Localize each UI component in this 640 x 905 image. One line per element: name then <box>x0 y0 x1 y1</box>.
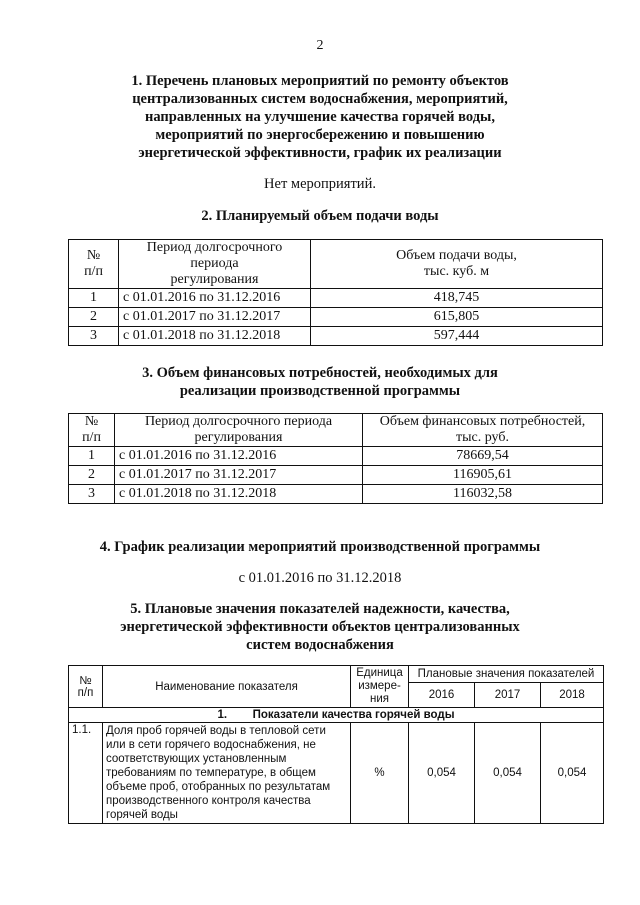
row-value-2018: 0,054 <box>541 723 604 824</box>
header-value <box>363 414 603 447</box>
row-num: 3 <box>69 327 119 346</box>
group-label <box>69 708 604 723</box>
row-period: с 01.01.2018 по 31.12.2018 <box>115 485 363 504</box>
row-value: 597,444 <box>311 327 603 346</box>
row-unit: % <box>351 723 409 824</box>
header-year: 2016 <box>409 683 475 708</box>
header-year: 2017 <box>475 683 541 708</box>
row-num: 2 <box>69 466 115 485</box>
header-unit-line: Единица <box>356 667 403 679</box>
table-row <box>69 289 603 308</box>
row-period: с 01.01.2017 по 31.12.2017 <box>115 466 363 485</box>
section1-title-line: 1. Перечень плановых мероприятий по ремонту объектов <box>131 73 509 89</box>
row-value-2016: 0,054 <box>409 723 475 824</box>
section1-title-line: направленных на улучшение качества горячей воды, <box>144 109 495 125</box>
row-num: 1 <box>69 447 115 466</box>
header-period-line: регулирования <box>194 430 283 445</box>
row-name-line: или в сети горячего водоснабжения, не <box>106 739 316 751</box>
header-num-line: № <box>79 674 92 687</box>
header-num-line: п/п <box>84 264 103 279</box>
header-num-line: № <box>84 414 99 429</box>
header-name: Наименование показателя <box>103 666 351 708</box>
section5-title-line: 5. Плановые значения показателей надежности, качества, <box>130 601 510 617</box>
header-value-line: тыс. куб. м <box>423 264 490 279</box>
table-header-row <box>69 414 603 447</box>
water-supply-table <box>68 239 603 346</box>
row-period: с 01.01.2016 по 31.12.2016 <box>115 447 363 466</box>
header-num-line: п/п <box>77 686 94 699</box>
table-header-row <box>69 240 603 289</box>
section4-text: с 01.01.2016 по 31.12.2018 <box>238 570 402 586</box>
table-row <box>69 308 603 327</box>
section1-title <box>0 72 640 162</box>
header-num <box>69 666 103 708</box>
indicators-table <box>68 665 604 824</box>
header-period-line: Период долгосрочного периода <box>146 240 283 271</box>
row-name-line: горячей воды <box>106 809 178 821</box>
header-unit-line: измере- <box>358 680 401 692</box>
header-unit-line: ния <box>369 693 389 705</box>
row-name-line: объеме проб, отобранных по результатам <box>106 781 331 793</box>
table-row <box>69 447 603 466</box>
header-num-line: № <box>86 248 101 263</box>
row-name-line: требованиям по температуре, в общем <box>106 767 316 779</box>
section1-text: Нет мероприятий. <box>264 176 376 192</box>
row-period: с 01.01.2017 по 31.12.2017 <box>119 308 311 327</box>
table-row <box>69 466 603 485</box>
group-row <box>69 708 604 723</box>
table-row <box>69 723 604 824</box>
header-value-line: тыс. руб. <box>456 430 509 445</box>
row-num: 3 <box>69 485 115 504</box>
table-row <box>69 327 603 346</box>
row-value: 615,805 <box>311 308 603 327</box>
table-row <box>69 485 603 504</box>
header-period-line: Период долгосрочного периода <box>144 414 333 429</box>
group-text: Показатели качества горячей воды <box>252 709 455 721</box>
row-value-2017: 0,054 <box>475 723 541 824</box>
row-name <box>103 723 351 824</box>
header-unit <box>351 666 409 708</box>
section5-title <box>0 600 640 654</box>
section5-title-line: систем водоснабжения <box>246 637 394 653</box>
row-value: 116905,61 <box>363 466 603 485</box>
row-name-line: соответствующих установленным <box>106 753 287 765</box>
section4-title: 4. График реализации мероприятий производственной программы <box>99 539 541 555</box>
header-period-line: регулирования <box>170 272 259 287</box>
header-value <box>311 240 603 289</box>
row-value: 116032,58 <box>363 485 603 504</box>
row-period: с 01.01.2016 по 31.12.2016 <box>119 289 311 308</box>
header-num <box>69 414 115 447</box>
row-num: 1 <box>69 289 119 308</box>
section2-title: 2. Планируемый объем подачи воды <box>201 208 439 224</box>
header-period <box>119 240 311 289</box>
section5-title-line: энергетической эффективности объектов централизованных <box>120 619 520 635</box>
row-name-line: производственного контроля качества <box>106 795 311 807</box>
row-value: 418,745 <box>311 289 603 308</box>
row-num: 2 <box>69 308 119 327</box>
header-year: 2018 <box>541 683 604 708</box>
row-value: 78669,54 <box>363 447 603 466</box>
row-period: с 01.01.2018 по 31.12.2018 <box>119 327 311 346</box>
section3-title <box>0 364 640 400</box>
header-planned: Плановые значения показателей <box>409 666 604 683</box>
section1-title-line: централизованных систем водоснабжения, мероприятий, <box>132 91 508 107</box>
header-value-line: Объем подачи воды, <box>396 248 517 263</box>
header-period <box>115 414 363 447</box>
group-num: 1. <box>217 709 228 721</box>
header-num-line: п/п <box>82 430 101 445</box>
section3-title-line: 3. Объем финансовых потребностей, необходимых для <box>142 365 498 381</box>
header-num <box>69 240 119 289</box>
section3-title-line: реализации производственной программы <box>179 383 461 399</box>
section1-title-line: мероприятий по энергосбережению и повышению <box>155 127 485 143</box>
table-header-row <box>69 666 604 683</box>
section1-title-line: энергетической эффективности, график их реализации <box>138 145 502 161</box>
page-number: 2 <box>316 38 324 53</box>
row-num: 1.1. <box>69 723 103 824</box>
row-name-line: Доля проб горячей воды в тепловой сети <box>106 725 326 737</box>
financial-needs-table <box>68 413 603 504</box>
header-value-line: Объем финансовых потребностей, <box>379 414 586 429</box>
